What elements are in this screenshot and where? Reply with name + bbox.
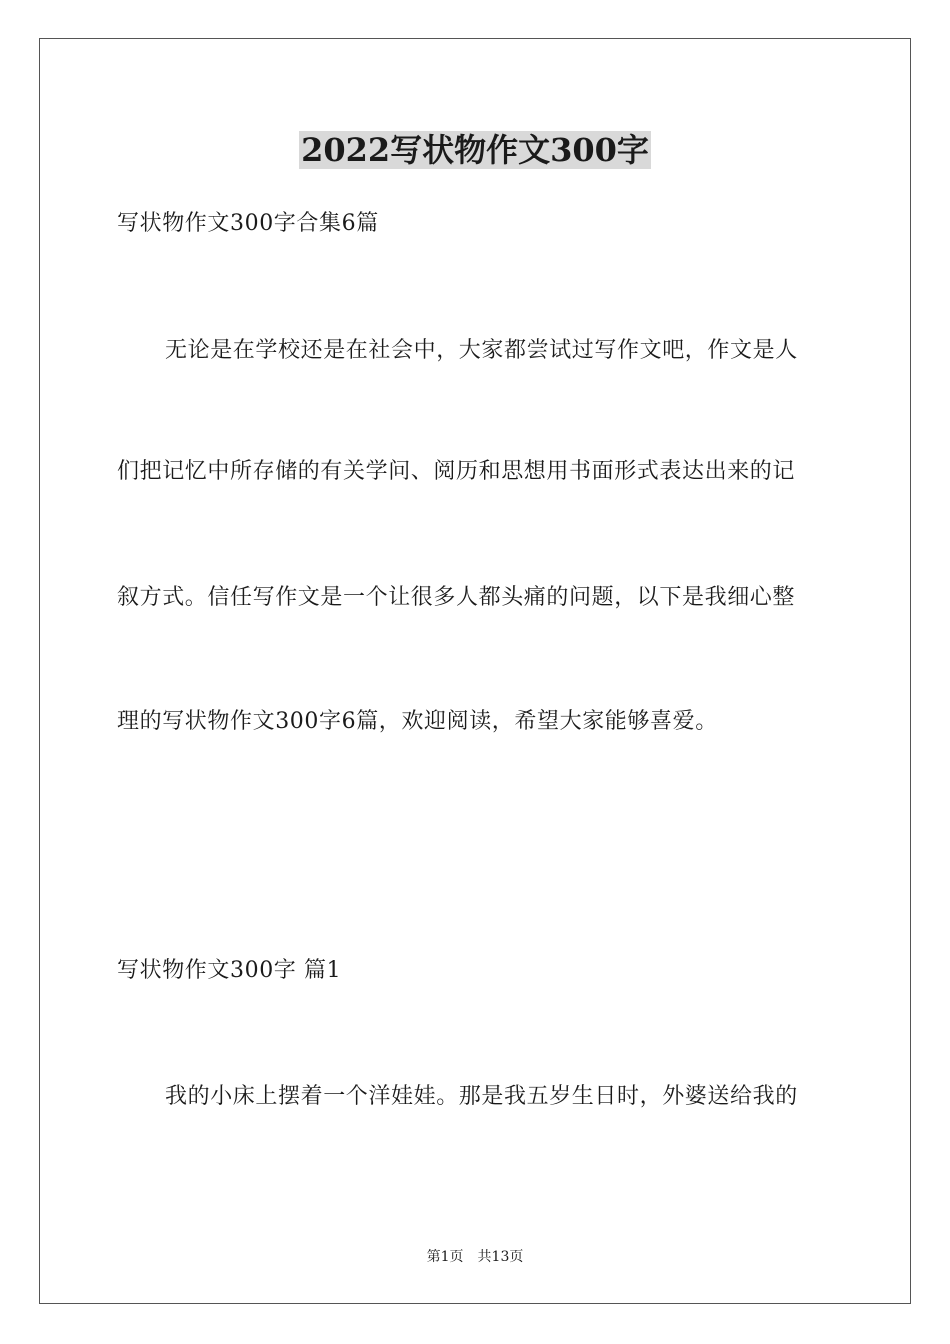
- document-subtitle: 写状物作文300字合集6篇: [117, 211, 379, 236]
- page-number-total: 共13页: [477, 1249, 524, 1265]
- section-heading: 写状物作文300字 篇1: [117, 958, 342, 983]
- document-title: [0, 128, 950, 172]
- page-number-current: 第1页: [426, 1249, 464, 1265]
- intro-line-3: 叙方式。信任写作文是一个让很多人都头痛的问题，以下是我细心整: [117, 585, 796, 610]
- document-title-text: 2022写状物作文300字: [301, 131, 649, 169]
- intro-line-4: 理的写状物作文300字6篇，欢迎阅读，希望大家能够喜爱。: [117, 709, 718, 734]
- intro-line-1: 无论是在学校还是在社会中，大家都尝试过写作文吧，作文是人: [165, 338, 798, 363]
- intro-line-2: 们把记忆中所存储的有关学问、阅历和思想用书面形式表达出来的记: [117, 459, 796, 484]
- page-footer: [0, 1248, 950, 1266]
- section-paragraph-line-1: 我的小床上摆着一个洋娃娃。那是我五岁生日时，外婆送给我的: [165, 1084, 798, 1109]
